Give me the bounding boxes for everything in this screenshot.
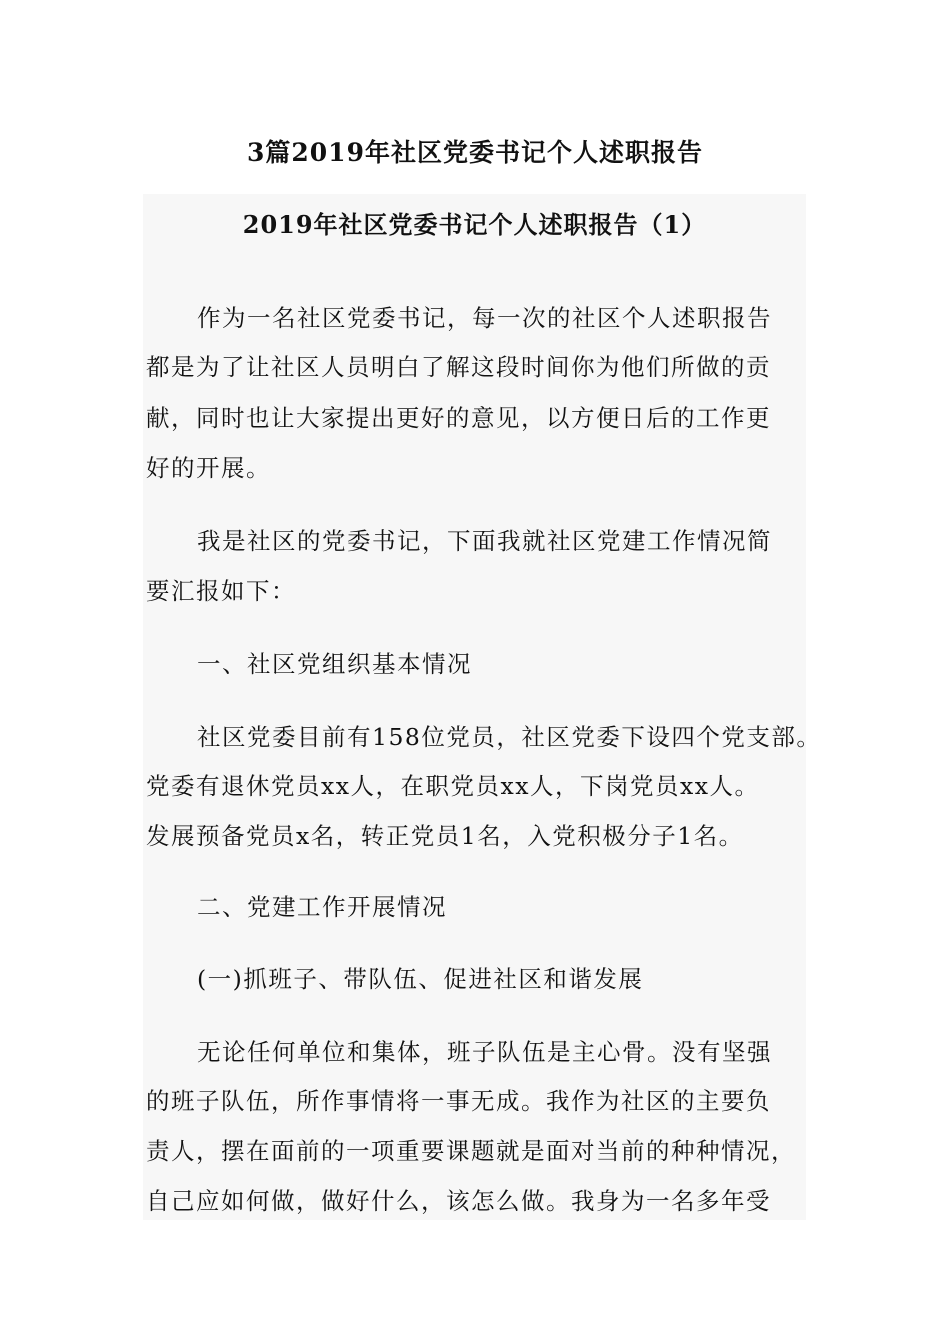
paragraph-line: 发展预备党员x名，转正党员1名，入党积极分子1名。	[146, 822, 744, 850]
paragraph-line: 要汇报如下：	[146, 577, 296, 605]
paragraph-line: 好的开展。	[146, 454, 271, 482]
paragraph-line: 的班子队伍，所作事情将一事无成。我作为社区的主要负	[146, 1087, 771, 1115]
paragraph-line: 我是社区的党委书记，下面我就社区党建工作情况简	[197, 527, 772, 555]
paragraph-line: 自己应如何做，做好什么，该怎么做。我身为一名多年受	[146, 1187, 771, 1215]
subsection-heading: (一)抓班子、带队伍、促进社区和谐发展	[197, 965, 644, 993]
paragraph-line: 党委有退休党员xx人，在职党员xx人，下岗党员xx人。	[146, 772, 760, 800]
paragraph-line: 献，同时也让大家提出更好的意见，以方便日后的工作更	[146, 404, 771, 432]
section-heading: 二、党建工作开展情况	[197, 893, 447, 921]
section-title: 2019年社区党委书记个人述职报告（1）	[242, 210, 707, 239]
section-heading: 一、社区党组织基本情况	[197, 650, 472, 678]
paragraph-line: 作为一名社区党委书记，每一次的社区个人述职报告	[197, 304, 772, 332]
paragraph-line: 无论任何单位和集体，班子队伍是主心骨。没有坚强	[197, 1038, 772, 1066]
paragraph-line: 都是为了让社区人员明白了解这段时间你为他们所做的贡	[146, 353, 771, 381]
paragraph-line: 社区党委目前有158位党员，社区党委下设四个党支部。	[197, 723, 822, 751]
document-title: 3篇2019年社区党委书记个人述职报告	[247, 138, 703, 167]
paragraph-line: 责人，摆在面前的一项重要课题就是面对当前的种种情况，	[146, 1137, 796, 1165]
